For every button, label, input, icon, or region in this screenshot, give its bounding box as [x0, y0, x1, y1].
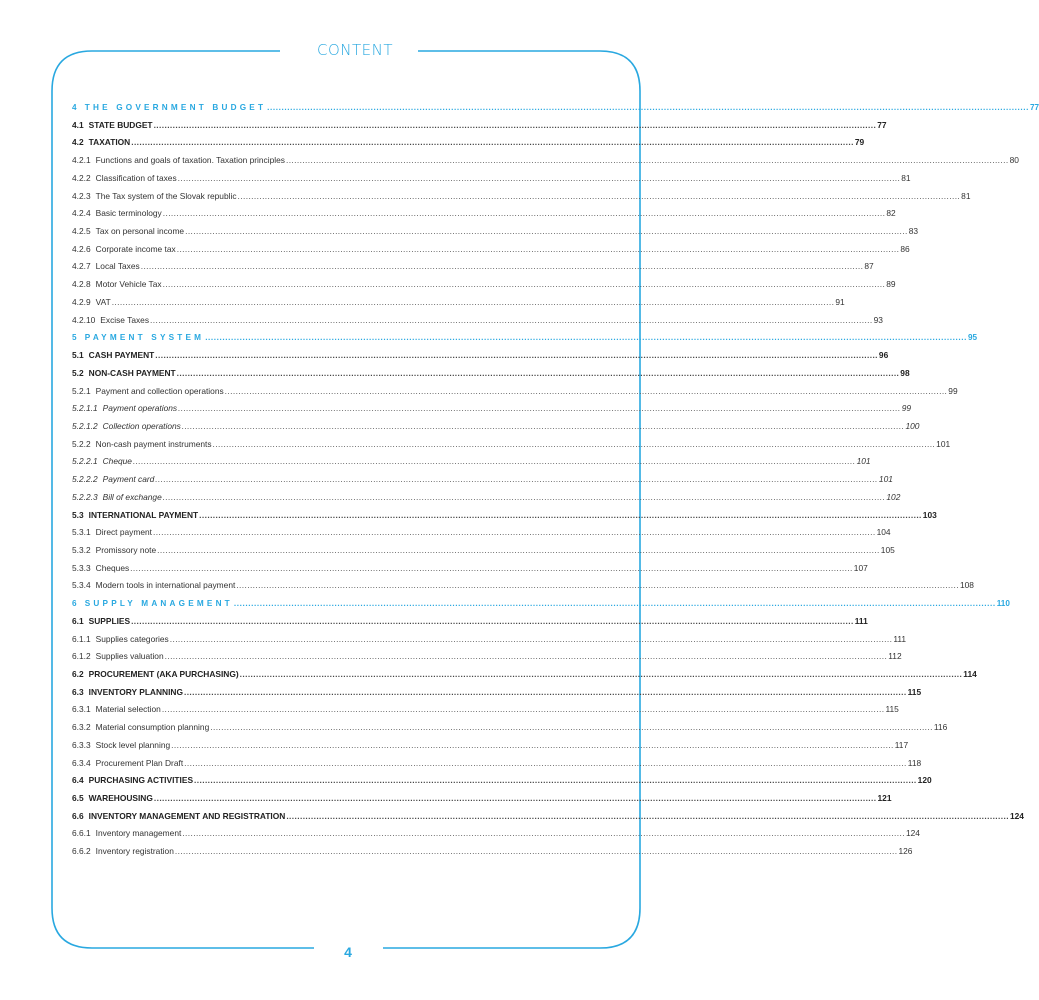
toc-entry-title: Payment card — [102, 474, 155, 485]
toc-entry-number: 6.6.1 — [72, 828, 91, 839]
toc-dot-leader — [162, 701, 885, 719]
toc-entry-page: 115 — [885, 704, 899, 715]
toc-dot-leader — [150, 312, 873, 330]
toc-entry-title: TAXATION — [88, 137, 131, 148]
toc-entry[interactable] — [72, 170, 911, 188]
toc-dot-leader — [155, 347, 878, 365]
toc-entry-page: 101 — [936, 438, 951, 449]
toc-entry-page: 83 — [908, 226, 919, 237]
toc-entry[interactable] — [72, 577, 974, 595]
toc-entry-number: 6.2 — [72, 669, 84, 679]
toc-entry-title: Stock level planning — [95, 739, 171, 750]
toc-entry-title: Non-cash payment instruments — [95, 438, 212, 449]
toc-dot-leader — [177, 241, 900, 259]
toc-entry-number: 5.3 — [72, 509, 84, 520]
toc-dot-leader — [154, 117, 877, 135]
toc-dot-leader — [163, 276, 886, 294]
toc-entry[interactable] — [72, 453, 871, 471]
toc-entry-title: Direct payment — [95, 527, 152, 538]
toc-entry[interactable] — [72, 365, 910, 383]
toc-dot-leader — [178, 170, 901, 188]
toc-entry-page: 116 — [933, 722, 948, 733]
toc-entry-page: 80 — [1009, 155, 1019, 166]
toc-dot-leader — [182, 825, 905, 843]
toc-dot-leader — [178, 400, 901, 418]
toc-entry-title: Payment and collection operations — [95, 385, 224, 396]
toc-entry-page: 111 — [854, 615, 868, 626]
toc-entry-page: 91 — [835, 296, 845, 307]
toc-entry[interactable] — [72, 808, 1024, 826]
toc-entry[interactable] — [72, 383, 958, 401]
toc-entry-page: 99 — [901, 403, 912, 414]
toc-entry-page: 112 — [888, 651, 902, 662]
page-title: CONTENT — [316, 41, 394, 59]
toc-dot-leader — [225, 383, 948, 401]
toc-entry-number: 5.2.2.2 — [72, 474, 98, 485]
toc-dot-leader — [131, 613, 854, 631]
toc-entry-number: 5.2.2.3 — [72, 491, 98, 502]
toc-entry[interactable] — [72, 737, 909, 755]
toc-entry-number: 5.2.1.2 — [72, 420, 98, 431]
toc-entry-title: SUPPLIES — [88, 615, 131, 626]
toc-dot-leader — [112, 294, 835, 312]
toc-entry[interactable] — [72, 560, 868, 578]
toc-dot-leader — [133, 453, 856, 471]
toc-entry-number: 6.1.1 — [72, 633, 91, 644]
toc-entry-title: Supplies valuation — [95, 651, 164, 662]
toc-entry-title: INTERNATIONAL PAYMENT — [88, 509, 199, 520]
toc-entry[interactable] — [72, 117, 887, 135]
toc-entry-number: 4.2.2 — [72, 172, 91, 183]
toc-dot-leader — [234, 595, 996, 613]
toc-dot-leader — [185, 223, 908, 241]
toc-entry-title: PURCHASING ACTIVITIES — [88, 775, 194, 786]
toc-entry-page: 102 — [886, 491, 901, 502]
toc-entry-title: Corporate income tax — [95, 243, 176, 254]
toc-entry[interactable] — [72, 719, 948, 737]
toc-entry[interactable] — [72, 188, 971, 206]
toc-entry[interactable] — [72, 294, 845, 312]
toc-entry[interactable] — [72, 241, 910, 259]
toc-entry-title: Material selection — [95, 704, 161, 715]
toc-entry-title: STATE BUDGET — [88, 119, 153, 130]
toc-entry-page: 100 — [905, 420, 920, 431]
toc-entry-number: 4.1 — [72, 119, 84, 130]
toc-entry-title: CASH PAYMENT — [88, 350, 155, 361]
toc-entry-page: 105 — [880, 544, 895, 555]
toc-entry-title: Classification of taxes — [95, 172, 177, 183]
toc-entry-page: 115 — [907, 686, 922, 697]
toc-dot-leader — [199, 507, 922, 525]
toc-entry-number: 6.1 — [72, 615, 84, 626]
toc-entry-number: 4.2.7 — [72, 261, 91, 272]
toc-entry-page: 87 — [864, 261, 874, 272]
toc-dot-leader — [267, 99, 1029, 117]
toc-entry[interactable] — [72, 524, 891, 542]
toc-dot-leader — [194, 772, 917, 790]
toc-entry-number: 4.2.6 — [72, 243, 91, 254]
toc-entry-title: Inventory registration — [95, 846, 174, 857]
toc-entry[interactable] — [72, 755, 922, 773]
toc-entry-title: Basic terminology — [95, 208, 162, 219]
toc-entry-number: 6.3.4 — [72, 757, 91, 768]
toc-entry-page: 101 — [856, 456, 871, 467]
toc-entry[interactable] — [72, 613, 868, 631]
toc-entry-number: 6.4 — [72, 775, 84, 786]
toc-entry-page: 124 — [905, 828, 920, 839]
toc-entry[interactable] — [72, 418, 920, 436]
toc-entry-number: 6 — [72, 599, 80, 609]
toc-entry-number: 4.2.9 — [72, 296, 91, 307]
toc-entry-page: 124 — [1009, 810, 1024, 821]
toc-entry-page: 120 — [917, 775, 932, 786]
toc-dot-leader — [170, 631, 893, 649]
toc-dot-leader — [155, 471, 878, 489]
toc-entry-number: 5.3.1 — [72, 527, 91, 538]
toc-entry[interactable] — [72, 329, 978, 347]
toc-entry[interactable] — [72, 684, 922, 702]
toc-entry-title: Material consumption planning — [95, 722, 210, 733]
toc-entry-page: 77 — [877, 119, 887, 130]
toc-dot-leader — [286, 808, 1009, 826]
toc-entry[interactable] — [72, 631, 907, 649]
toc-dot-leader — [171, 737, 894, 755]
toc-entry[interactable] — [72, 436, 951, 454]
toc-entry-number: 6.5 — [72, 793, 84, 804]
toc-entry-number: 6.3.1 — [72, 704, 91, 715]
toc-entry-page: 82 — [886, 208, 896, 219]
toc-entry-page: 79 — [854, 137, 865, 148]
toc-entry[interactable] — [72, 276, 896, 294]
toc-dot-leader — [141, 258, 864, 276]
toc-entry-page: 126 — [898, 846, 913, 857]
toc-dot-leader — [130, 560, 853, 578]
toc-entry[interactable] — [72, 843, 913, 861]
toc-dot-leader — [131, 134, 854, 152]
toc-entry[interactable] — [72, 489, 901, 507]
toc-entry[interactable] — [72, 223, 919, 241]
toc-entry[interactable] — [72, 258, 874, 276]
toc-entry-number: 4.2.3 — [72, 190, 91, 201]
toc-entry-number: 4.2.4 — [72, 208, 91, 219]
toc-entry-title: Inventory management — [95, 828, 182, 839]
toc-entry-title: VAT — [95, 296, 111, 307]
toc-entry-page: 101 — [878, 474, 893, 485]
toc-dot-leader — [175, 843, 898, 861]
toc-entry-title: PROCUREMENT (AKA PURCHASING) — [88, 669, 239, 679]
toc-entry-number: 5.2.1 — [72, 385, 91, 396]
toc-dot-leader — [236, 577, 959, 595]
toc-entry-title: Supplies categories — [95, 633, 169, 644]
toc-entry[interactable] — [72, 648, 902, 666]
page-number: 4 — [344, 944, 352, 960]
toc-entry-page: 110 — [996, 599, 1010, 609]
toc-dot-leader — [182, 418, 905, 436]
toc-entry-title: INVENTORY MANAGEMENT AND REGISTRATION — [88, 810, 286, 821]
toc-entry-page: 108 — [959, 580, 974, 591]
toc-entry-number: 4.2.5 — [72, 226, 91, 237]
table-of-contents — [72, 99, 1039, 861]
toc-entry-page: 111 — [893, 633, 907, 644]
toc-dot-leader — [286, 152, 1009, 170]
toc-entry-page: 86 — [900, 243, 910, 254]
toc-entry-page: 117 — [894, 739, 909, 750]
toc-entry-number: 5.3.4 — [72, 580, 91, 591]
toc-dot-leader — [163, 205, 886, 223]
toc-entry[interactable] — [72, 134, 865, 152]
toc-entry-number: 5 — [72, 333, 80, 343]
toc-entry-title: Local Taxes — [95, 261, 140, 272]
toc-dot-leader — [154, 790, 877, 808]
toc-entry-number: 6.3.3 — [72, 739, 91, 750]
toc-entry-number: 5.1 — [72, 350, 84, 361]
toc-dot-leader — [240, 666, 963, 684]
toc-entry-number: 6.1.2 — [72, 651, 91, 662]
toc-entry-number: 6.3 — [72, 686, 84, 697]
toc-entry-title: PAYMENT SYSTEM — [84, 333, 205, 343]
toc-entry-title: THE GOVERNMENT BUDGET — [84, 103, 267, 112]
toc-entry[interactable] — [72, 595, 1010, 613]
toc-entry-title: Procurement Plan Draft — [95, 757, 184, 768]
toc-dot-leader — [184, 684, 907, 702]
toc-entry-page: 99 — [948, 385, 958, 396]
toc-entry[interactable] — [72, 542, 895, 560]
toc-entry-number: 6.3.2 — [72, 722, 91, 733]
toc-entry-number: 6.6 — [72, 810, 84, 821]
toc-entry-title: Motor Vehicle Tax — [95, 279, 162, 290]
toc-entry-title: The Tax system of the Slovak republic — [95, 190, 237, 201]
toc-entry-number: 5.3.3 — [72, 562, 91, 573]
toc-entry-page: 98 — [900, 367, 910, 378]
toc-dot-leader — [165, 648, 888, 666]
toc-entry[interactable] — [72, 400, 912, 418]
toc-entry-page: 89 — [886, 279, 896, 290]
toc-entry-title: Excise Taxes — [100, 314, 150, 325]
toc-entry-number: 4.2.8 — [72, 279, 91, 290]
toc-entry-page: 103 — [922, 509, 937, 520]
toc-entry-page: 95 — [968, 333, 978, 343]
toc-dot-leader — [210, 719, 933, 737]
toc-entry-title: Promissory note — [95, 544, 157, 555]
toc-entry-page: 81 — [901, 172, 911, 183]
toc-entry[interactable] — [72, 825, 920, 843]
toc-entry[interactable] — [72, 790, 892, 808]
toc-entry-title: INVENTORY PLANNING — [88, 686, 183, 697]
toc-entry-number: 5.2.2.1 — [72, 456, 98, 467]
toc-dot-leader — [238, 188, 961, 206]
toc-entry-page: 93 — [873, 314, 883, 325]
toc-entry-page: 121 — [877, 793, 892, 804]
toc-entry-number: 5.2 — [72, 367, 84, 378]
toc-entry[interactable] — [72, 507, 937, 525]
toc-entry-title: Payment operations — [102, 403, 178, 414]
toc-entry[interactable] — [72, 471, 893, 489]
toc-dot-leader — [163, 489, 886, 507]
toc-entry-page: 107 — [853, 562, 868, 573]
toc-entry-title: Collection operations — [102, 420, 181, 431]
toc-entry-title: WAREHOUSING — [88, 793, 153, 804]
toc-entry-number: 4.2.10 — [72, 314, 96, 325]
toc-entry-number: 5.2.2 — [72, 438, 91, 449]
toc-dot-leader — [153, 524, 876, 542]
toc-entry[interactable] — [72, 205, 896, 223]
toc-entry-page: 118 — [907, 757, 922, 768]
toc-entry-title: Cheques — [95, 562, 130, 573]
toc-entry-title: Functions and goals of taxation. Taxation principles — [95, 155, 285, 166]
toc-entry[interactable] — [72, 701, 899, 719]
toc-entry-title: Bill of exchange — [102, 491, 162, 502]
toc-entry[interactable] — [72, 99, 1039, 117]
toc-entry-page: 114 — [963, 669, 977, 679]
toc-entry-number: 4 — [72, 103, 80, 112]
toc-entry-title: NON-CASH PAYMENT — [88, 367, 176, 378]
toc-entry-title: SUPPLY MANAGEMENT — [84, 599, 233, 609]
toc-entry-number: 4.2.1 — [72, 155, 91, 166]
toc-entry-page: 96 — [878, 350, 889, 361]
toc-entry[interactable] — [72, 666, 977, 684]
toc-dot-leader — [184, 755, 907, 773]
toc-dot-leader — [177, 365, 900, 383]
toc-entry[interactable] — [72, 347, 889, 365]
toc-entry-page: 81 — [961, 190, 971, 201]
toc-dot-leader — [205, 329, 967, 347]
toc-entry-number: 5.2.1.1 — [72, 403, 98, 414]
toc-dot-leader — [213, 436, 936, 454]
toc-entry[interactable] — [72, 772, 932, 790]
toc-entry-title: Tax on personal income — [95, 226, 185, 237]
toc-entry-number: 5.3.2 — [72, 544, 91, 555]
toc-entry-number: 6.6.2 — [72, 846, 91, 857]
toc-entry[interactable] — [72, 152, 1019, 170]
toc-entry-number: 4.2 — [72, 137, 84, 148]
toc-entry-title: Cheque — [102, 456, 132, 467]
toc-entry-title: Modern tools in international payment — [95, 580, 236, 591]
toc-dot-leader — [157, 542, 880, 560]
toc-entry-page: 77 — [1029, 103, 1039, 112]
toc-entry[interactable] — [72, 312, 883, 330]
toc-entry-page: 104 — [876, 527, 891, 538]
